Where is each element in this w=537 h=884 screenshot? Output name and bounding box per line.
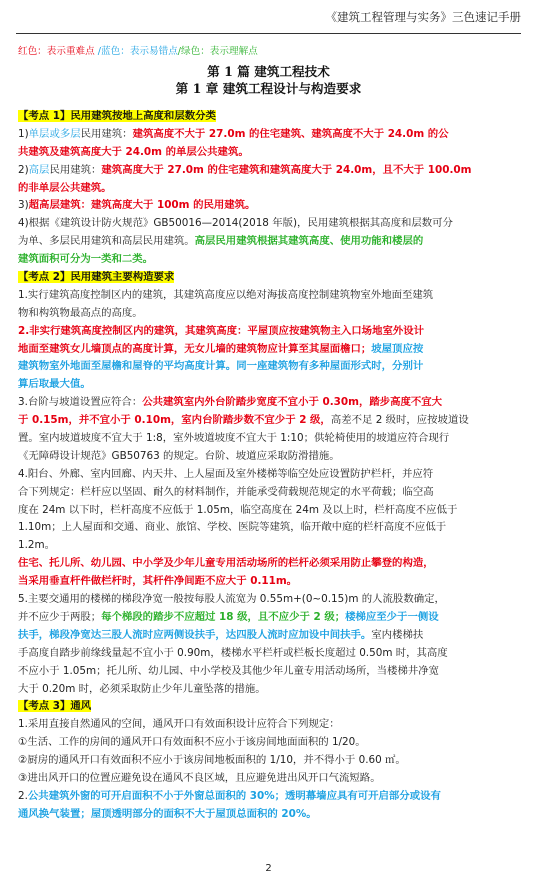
text-segment: 物和构筑物最高点的高度。 — [18, 306, 143, 319]
text-segment: 手高度自踏步前缘线量起不宜小于 0.90m，楼梯水平栏杆或栏板长度超过 0.50m 时，其高度 — [18, 646, 448, 659]
text-segment: 坡屋顶应按 — [371, 342, 424, 355]
legend-green-label: /绿色：表示 — [177, 46, 229, 57]
text-segment: 当采用垂直杆件做栏杆时，其杆件净间距不应大于 0.11m。 — [18, 575, 298, 588]
legend-blue-key: 易错点 — [149, 46, 178, 57]
text-segment: 《无障碍设计规范》GB50763 的规定。台阶、坡道应采取防滑措施。 — [18, 449, 340, 462]
text-line — [18, 591, 521, 609]
text-segment: 2.非实行建筑高度控制区内的建筑，其建筑高度：平屋顶应按建筑物主入口场地室外设计 — [18, 324, 425, 337]
text-segment: 民用建筑： — [80, 127, 133, 140]
text-line — [18, 716, 521, 734]
text-line — [18, 197, 521, 215]
text-line — [18, 448, 521, 466]
text-segment: 3) — [18, 199, 29, 212]
text-segment: 5.主要交通用的楼梯的梯段净宽一般按每股人流宽为 0.55m+(0~0.15)m 的人流股数确定， — [18, 593, 445, 606]
text-line — [18, 698, 521, 716]
text-line — [18, 251, 521, 269]
text-segment: 单层或多层 — [28, 127, 81, 140]
page-number: 2 — [265, 863, 272, 874]
text-line — [18, 162, 521, 180]
section-heading: 【考点 2】民用建筑主要构造要求 — [18, 271, 175, 284]
text-segment: 1.2m。 — [18, 539, 56, 552]
text-line — [18, 287, 521, 305]
text-segment: 超高层建筑：建筑高度大于 100m 的民用建筑。 — [28, 199, 256, 212]
text-line — [18, 519, 521, 537]
text-segment: 大于 0.20m 时，必须采取防止少年儿童坠落的措施。 — [18, 682, 266, 695]
text-line — [18, 108, 521, 126]
text-segment: 1.采用直接自然通风的空间，通风开口有效面积设计应符合下列规定： — [18, 718, 340, 731]
text-segment: ③进出风开口的位置应避免设在通风不良区域，且应避免进出风开口气流短路。 — [18, 771, 381, 784]
text-segment: 高层民用建筑根据其建筑高度、使用功能和楼层的 — [194, 235, 424, 248]
text-segment: 置。室内坡道坡度不宜大于 1:8，室外坡道坡度不宜大于 1:10；供轮椅使用的坡道应符合现行 — [18, 432, 450, 445]
text-segment: 楼梯应至少于一侧设 — [345, 610, 439, 623]
text-line — [18, 376, 521, 394]
text-line — [18, 126, 521, 144]
text-segment: 共建筑及建筑高度大于 24.0m 的单层公共建筑。 — [18, 145, 249, 158]
section-heading: 【考点 3】通风 — [18, 700, 92, 713]
text-segment: 1.10m；上人屋面和交通、商业、旅馆、学校、医院等建筑，临开敞中庭的栏杆高度不应低于 — [18, 521, 447, 534]
text-segment: ②厨房的通风开口有效面积不应小于该房间地板面积的 1/10，并不得小于 0.60 ㎡。 — [18, 754, 406, 767]
text-line — [18, 323, 521, 341]
text-line — [18, 555, 521, 573]
text-line — [18, 358, 521, 376]
text-line — [18, 734, 521, 752]
text-line — [18, 430, 521, 448]
legend-red-label: 红色：表示 — [18, 46, 66, 57]
text-segment: 不应小于 1.05m；托儿所、幼儿园、中小学校及其他少年儿童专用活动场所，当楼梯井净宽 — [18, 664, 440, 677]
text-line — [18, 144, 521, 162]
text-segment: 为单、多层民用建筑和高层民用建筑。 — [18, 235, 195, 248]
chapter-title: 第 1 章 建筑工程设计与构造要求 — [175, 81, 362, 96]
text-segment: 民用建筑： — [49, 163, 102, 176]
text-segment: 高层 — [28, 163, 50, 176]
text-segment: 3.台阶与坡道设置应符合： — [18, 396, 143, 409]
text-line — [18, 537, 521, 555]
text-line — [18, 663, 521, 681]
section-heading: 【考点 1】民用建筑按地上高度和层数分类 — [18, 110, 216, 122]
text-segment: 2) — [18, 163, 29, 176]
text-segment: 地面至建筑女儿墙顶点的高度计算，无女儿墙的建筑物应计算至其屋面檐口； — [18, 342, 372, 355]
text-line — [18, 180, 521, 198]
text-segment: 的非单层公共建筑。 — [18, 181, 112, 194]
color-legend — [18, 43, 258, 61]
text-line — [18, 394, 521, 412]
text-line — [18, 806, 521, 824]
text-segment: 公共建筑室内外台阶踏步宽度不宜小于 0.30m，踏步高度不宜大 — [142, 396, 443, 409]
text-segment: 2. — [18, 789, 28, 802]
header-title: 《建筑工程管理与实务》三色速记手册 — [325, 10, 521, 24]
text-segment: 室内楼梯扶 — [371, 628, 424, 641]
legend-red-key: 重难点 — [65, 46, 95, 57]
text-line — [18, 466, 521, 484]
text-segment: 于 0.15m，并不宜小于 0.10m，室内台阶踏步数不宜少于 2 级， — [18, 414, 331, 427]
text-line — [18, 627, 521, 645]
text-line — [18, 788, 521, 806]
text-segment: 扶手，梯段净宽达三股人流时应两侧设扶手，达四股人流时应加设中间扶手。 — [18, 628, 372, 641]
text-line — [18, 269, 521, 287]
legend-green-key: 理解点 — [229, 46, 258, 57]
text-line — [18, 305, 521, 323]
text-segment: 1.实行建筑高度控制区内的建筑，其建筑高度应以绝对海拔高度控制建筑物室外地面至建筑 — [18, 288, 434, 301]
text-segment: 建筑物室外地面至屋檐和屋脊的平均高度计算。同一座建筑物有多种屋面形式时，分别计 — [18, 360, 424, 373]
text-line — [18, 233, 521, 251]
page-header — [16, 9, 521, 34]
text-line — [18, 502, 521, 520]
text-segment: 公共建筑外窗的可开启面积不小于外窗总面积的 30%；透明幕墙应具有可开启部分或设有 — [27, 789, 441, 802]
legend-blue-label: /蓝色：表示 — [94, 46, 150, 57]
text-line — [18, 412, 521, 430]
text-line — [18, 215, 521, 233]
text-line — [18, 681, 521, 699]
text-line — [18, 770, 521, 788]
text-segment: 4)根据《建筑设计防火规范》GB50016—2014(2018 年版)，民用建筑根据其高度和层数可分 — [18, 217, 453, 230]
text-line — [18, 573, 521, 591]
text-line — [18, 752, 521, 770]
text-segment: 住宅、托儿所、幼儿园、中小学及少年儿童专用活动场所的栏杆必须采用防止攀登的构造， — [18, 557, 434, 570]
text-segment: 建筑高度不大于 27.0m 的住宅建筑、建筑高度不大于 24.0m 的公 — [132, 127, 449, 140]
text-segment: 建筑高度大于 27.0m 的住宅建筑和建筑高度大于 24.0m，且不大于 100.0m — [101, 163, 472, 176]
text-segment: 并不应少于两股； — [18, 610, 102, 623]
part-title: 第 1 篇 建筑工程技术 — [207, 64, 330, 79]
text-segment: 算后取最大值。 — [18, 378, 91, 391]
text-segment: 合下列规定：栏杆应以坚固、耐久的材料制作，并能承受荷载规范规定的水平荷载；临空高 — [18, 485, 434, 498]
text-segment: 每个梯段的踏步不应超过 18 级，且不应少于 2 级； — [101, 610, 346, 623]
text-segment: 4.阳台、外廊、室内回廊、内天井、上人屋面及室外楼梯等临空处应设置防护栏杆，并应符 — [18, 467, 434, 480]
text-segment: 度在 24m 以下时，栏杆高度不应低于 1.05m，临空高度在 24m 及以上时，栏杆高度不应低于 — [18, 503, 458, 516]
text-segment: ①生活、工作的房间的通风开口有效面积不应小于该房间地面面积的 1/20。 — [18, 736, 366, 749]
text-segment: 建筑面积可分为一类和二类。 — [18, 253, 154, 266]
document-body — [18, 108, 521, 824]
text-line — [18, 484, 521, 502]
text-segment: 通风换气装置；屋顶透明部分的面积不大于屋顶总面积的 20%。 — [18, 807, 317, 820]
text-line — [18, 609, 521, 627]
text-segment: 高差不足 2 级时，应按坡道设 — [330, 414, 469, 427]
text-line — [18, 645, 521, 663]
text-line — [18, 341, 521, 359]
text-segment: 1) — [18, 127, 29, 140]
